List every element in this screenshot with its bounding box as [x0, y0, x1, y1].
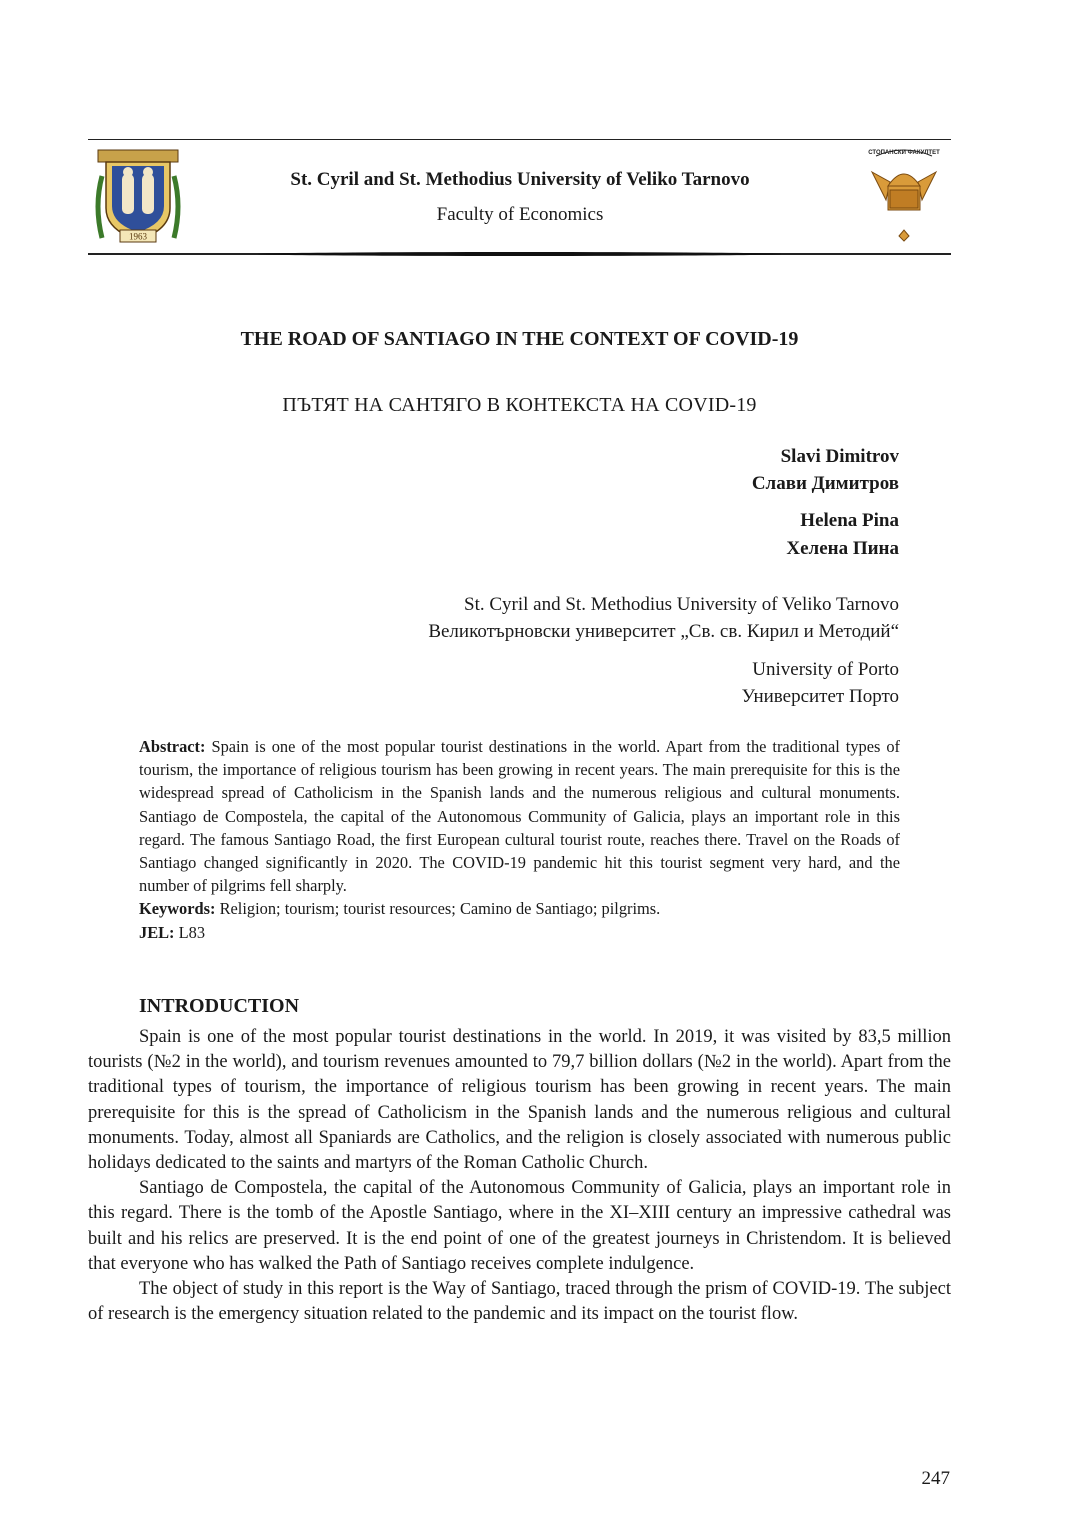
- keywords-label: Keywords:: [139, 899, 216, 919]
- jel-code: L83: [178, 922, 206, 942]
- intro-paragraph-3: The object of study in this report is the Way of Santiago, traced through the prism of COVID-19. The subject of research is the emergency situation related to the pandemic and its impact on the tourist flow.: [88, 1279, 951, 1325]
- header-faculty-name: Faculty of Economics: [436, 204, 604, 225]
- introduction-body: [88, 1025, 951, 1327]
- abstract-text: Spain is one of the most popular tourist destinations in the world. Apart from the traditional types of tourism, the importance of religious tourism has been growing in recent years. The main prerequisite for this is the widespread spread of Catholicism in the Spanish lands and the numerous religious and cultural monuments. Santiago de Compostela, the capital of the Autonomous Community of Galicia, plays an important role in this regard. The famous Santiago Road, the first European cultural tourist route, reaches there. Travel on the Roads of Santiago changed significantly in 2020. The COVID-19 pandemic hit this tourist segment very hard, and the number of pilgrims fell sharply.: [139, 737, 900, 896]
- affiliation-1-bg: Великотърновски университет „Св. св. Кирил и Методий“: [428, 621, 899, 642]
- header-top-rule: [88, 139, 951, 140]
- faculty-logo: [866, 142, 942, 246]
- faculty-logo-text: СТОПАНСКИ ФАКУЛТЕТ: [868, 150, 940, 156]
- abstract-label: Abstract:: [139, 737, 206, 756]
- author-1-name-en: Slavi Dimitrov: [780, 446, 899, 467]
- intro-paragraph-2: Santiago de Compostela, the capital of the Autonomous Community of Galicia, plays an important role in this regard. There is the tomb of the Apostle Santiago, where in the XI–XIII century an impressive cathedral was built and his relics are preserved. It is the end point of one of the greatest journeys in Christendom. It is believed that everyone who has walked the Path of Santiago receives complete indulgence.: [88, 1178, 951, 1274]
- author-2-name-en: Helena Pina: [800, 510, 899, 531]
- jel-label: JEL:: [139, 922, 175, 942]
- abstract-block: [139, 735, 900, 944]
- keywords-text: Religion; tourism; tourist resources; Camino de Santiago; pilgrims.: [219, 899, 661, 919]
- author-1-name-bg: Слави Димитров: [751, 473, 899, 494]
- paper-title-bg: ПЪТЯТ НА САНТЯГО В КОНТЕКСТА НА COVID-19: [282, 394, 757, 416]
- affiliation-2-bg: Университет Порто: [741, 686, 899, 707]
- affiliation-2-en: University of Porto: [752, 659, 899, 680]
- university-crest-logo: [92, 146, 184, 246]
- intro-paragraph-1: Spain is one of the most popular tourist destinations in the world. In 2019, it was visited by 83,5 million tourists (№2 in the world), and tourism revenues amounted to 79,7 billion dollars (№2 in the world). Apart from the traditional types of tourism, the importance of religious tourism has been growing in recent years. The main prerequisite for this is the spread of Catholicism in the Spanish lands and the numerous religious and cultural monuments. Today, almost all Spaniards are Catholics, and the religion is closely associated with numerous public holidays dedicated to the saints and martyrs of the Roman Catholic Church.: [88, 1027, 951, 1174]
- page-number: 247: [921, 1468, 950, 1489]
- abstract-paragraph: [139, 735, 900, 897]
- header-university-name: St. Cyril and St. Methodius University of Veliko Tarnovo: [290, 169, 750, 190]
- jel-line: [139, 921, 900, 944]
- header-bottom-rule: [88, 253, 951, 255]
- affiliation-1-en: St. Cyril and St. Methodius University of Veliko Tarnovo: [464, 594, 899, 615]
- keywords-line: [139, 897, 900, 920]
- paper-title-en: THE ROAD OF SANTIAGO IN THE CONTEXT OF COVID-19: [240, 328, 799, 350]
- author-2-name-bg: Хелена Пина: [786, 538, 899, 559]
- crest-year-text: 1963: [129, 231, 147, 242]
- introduction-heading: INTRODUCTION: [139, 995, 300, 1017]
